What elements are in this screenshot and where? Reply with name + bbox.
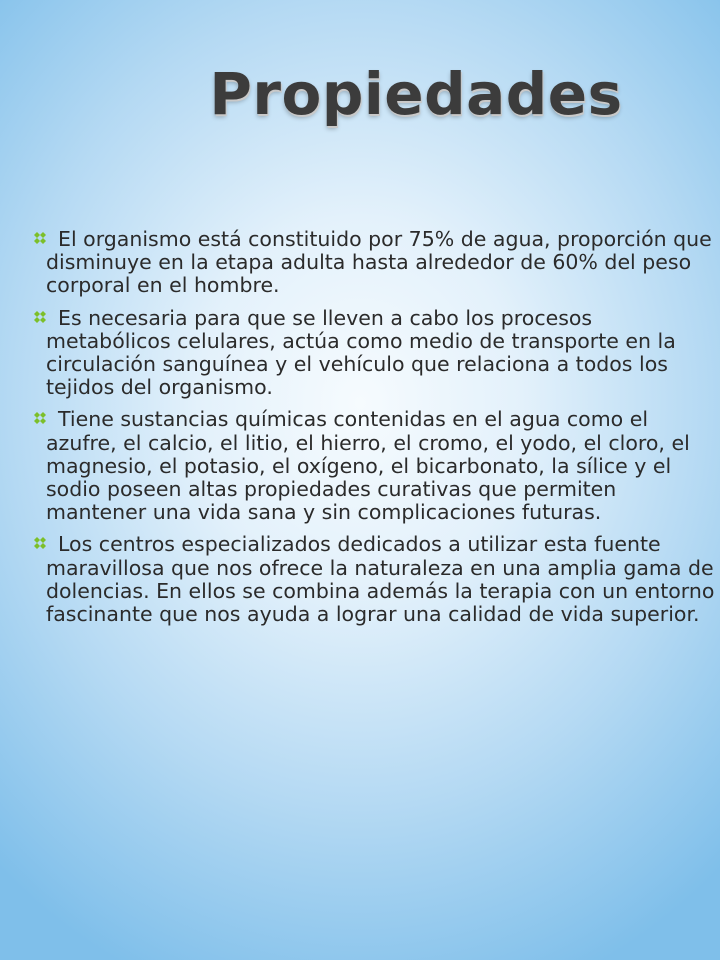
- slide-title: Propiedades: [209, 60, 623, 128]
- diamond-cluster-icon: [30, 536, 57, 554]
- bullet-text: Los centros especializados dedicados a utilizar esta fuente maravillosa que nos ofrece la naturaleza en una amplia gama de dolencias. En ellos se combina además la terapia con un entorno fascinante que nos ayuda a lograr una calidad de vida superior.: [46, 532, 715, 627]
- bullet-text: Tiene sustancias químicas contenidas en el agua como el azufre, el calcio, el litio, el hierro, el cromo, el yodo, el cloro, el magnesio, el potasio, el oxígeno, el bicarbonato, la sílice y el sodio poseen altas propiedades curativas que permiten mantener una vida sana y sin complicaciones futuras.: [46, 407, 690, 525]
- bullet-item: [30, 307, 716, 400]
- bullet-list: [30, 228, 716, 635]
- bullet-item: [30, 228, 716, 298]
- bullet-item: [30, 408, 716, 524]
- diamond-cluster-icon: [30, 231, 57, 249]
- bullet-item: [30, 533, 716, 626]
- diamond-cluster-icon: [30, 411, 57, 429]
- diamond-cluster-icon: [30, 310, 57, 328]
- bullet-text: El organismo está constituido por 75% de agua, proporción que disminuye en la etapa adulta hasta alrededor de 60% del peso corporal en el hombre.: [46, 227, 712, 298]
- bullet-text: Es necesaria para que se lleven a cabo los procesos metabólicos celulares, actúa como medio de transporte en la circulación sanguínea y el vehículo que relaciona a todos los tejidos del organismo.: [46, 305, 676, 400]
